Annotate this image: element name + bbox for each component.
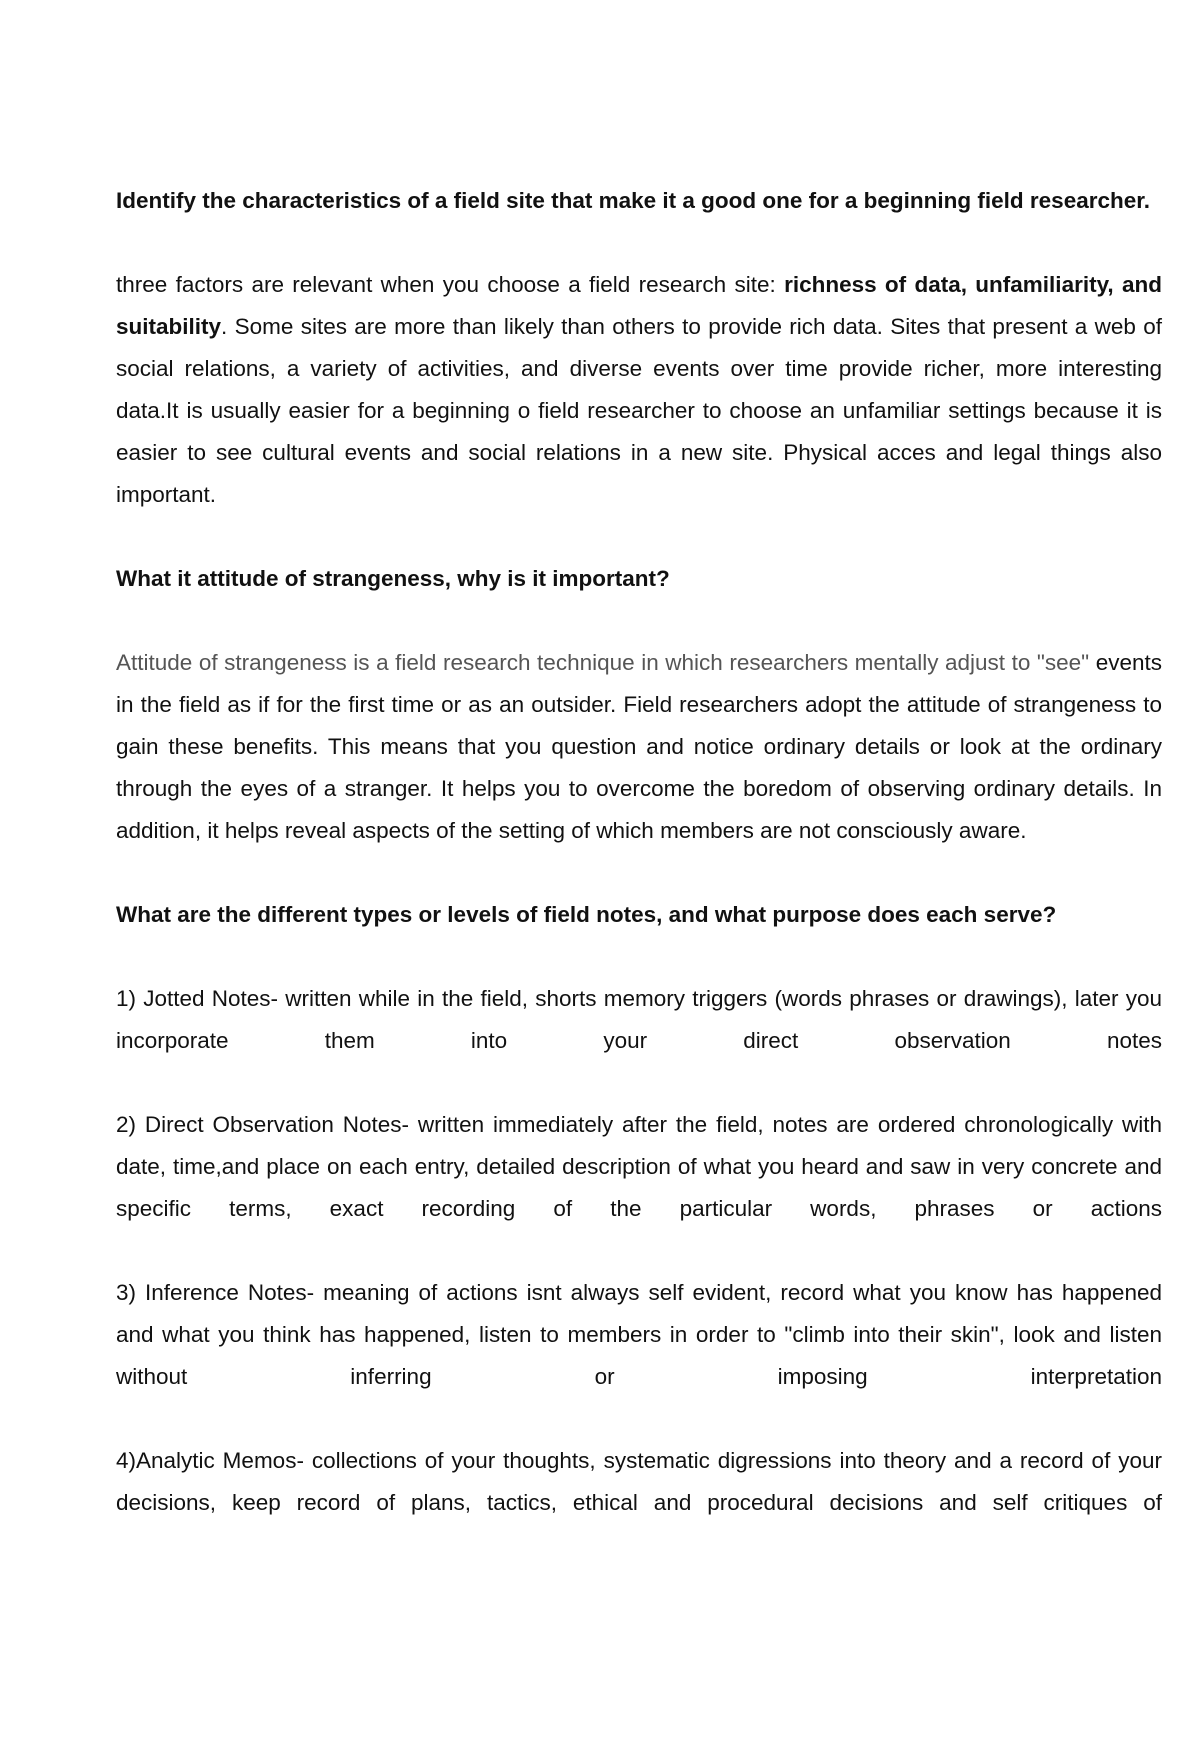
spacer xyxy=(116,516,1162,558)
field-notes-item-1: 1) Jotted Notes- written while in the field, shorts memory triggers (words phrases or drawings), later you incorporate them into your direct observation notes xyxy=(116,986,1162,1053)
field-notes-item-2: 2) Direct Observation Notes- written immediately after the field, notes are ordered chronologically with date, time,and place on each entry, detailed description of what you heard and saw in very concrete and specific terms, exact recording of the particular words, phrases or actions xyxy=(116,1112,1162,1221)
question-1-heading: Identify the characteristics of a field site that make it a good one for a beginning field researcher. xyxy=(116,188,1151,213)
document-body xyxy=(116,180,1162,1524)
question-3-heading: What are the different types or levels of field notes, and what purpose does each serve? xyxy=(116,902,1057,927)
answer-2-paragraph xyxy=(116,642,1162,852)
answer-2-first-line: Attitude of strangeness is a field research technique in which researchers mentally adjust to "see" xyxy=(116,650,1090,675)
spacer xyxy=(116,600,1162,642)
field-notes-item-3: 3) Inference Notes- meaning of actions isnt always self evident, record what you know has happened and what you think has happened, listen to members in order to "climb into their skin", look and listen without inferring or imposing interpretation xyxy=(116,1280,1162,1389)
answer-1-intro: three factors are relevant when you choose a field research site: xyxy=(116,272,785,297)
spacer xyxy=(116,1062,1162,1104)
spacer xyxy=(116,1230,1162,1272)
question-2-heading: What it attitude of strangeness, why is it important? xyxy=(116,566,670,591)
answer-1-rest: . Some sites are more than likely than others to provide rich data. Sites that present a web of social relations, a variety of activities, and diverse events over time provide richer, more interesting data.It is usually easier for a beginning o field researcher to choose an unfamiliar settings because it is easier to see cultural events and social relations in a new site. Physical acces and legal things also important. xyxy=(116,314,1162,507)
spacer xyxy=(116,852,1162,894)
answer-2-rest: events in the field as if for the first time or as an outsider. Field researchers adopt the attitude of strangeness to gain these benefits. This means that you question and notice ordinary details or look at the ordinary through the eyes of a stranger. It helps you to overcome the boredom of observing ordinary details. In addition, it helps reveal aspects of the setting of which members are not consciously aware. xyxy=(116,650,1162,843)
spacer xyxy=(116,936,1162,978)
answer-1-paragraph xyxy=(116,264,1162,516)
spacer xyxy=(116,222,1162,264)
spacer xyxy=(116,1398,1162,1440)
field-notes-item-4: 4)Analytic Memos- collections of your thoughts, systematic digressions into theory and a record of your decisions, keep record of plans, tactics, ethical and procedural decisions and self critiques of xyxy=(116,1448,1162,1515)
answer-1-bold-factors: richness of data, unfamiliarity, and suitability xyxy=(116,272,1162,339)
